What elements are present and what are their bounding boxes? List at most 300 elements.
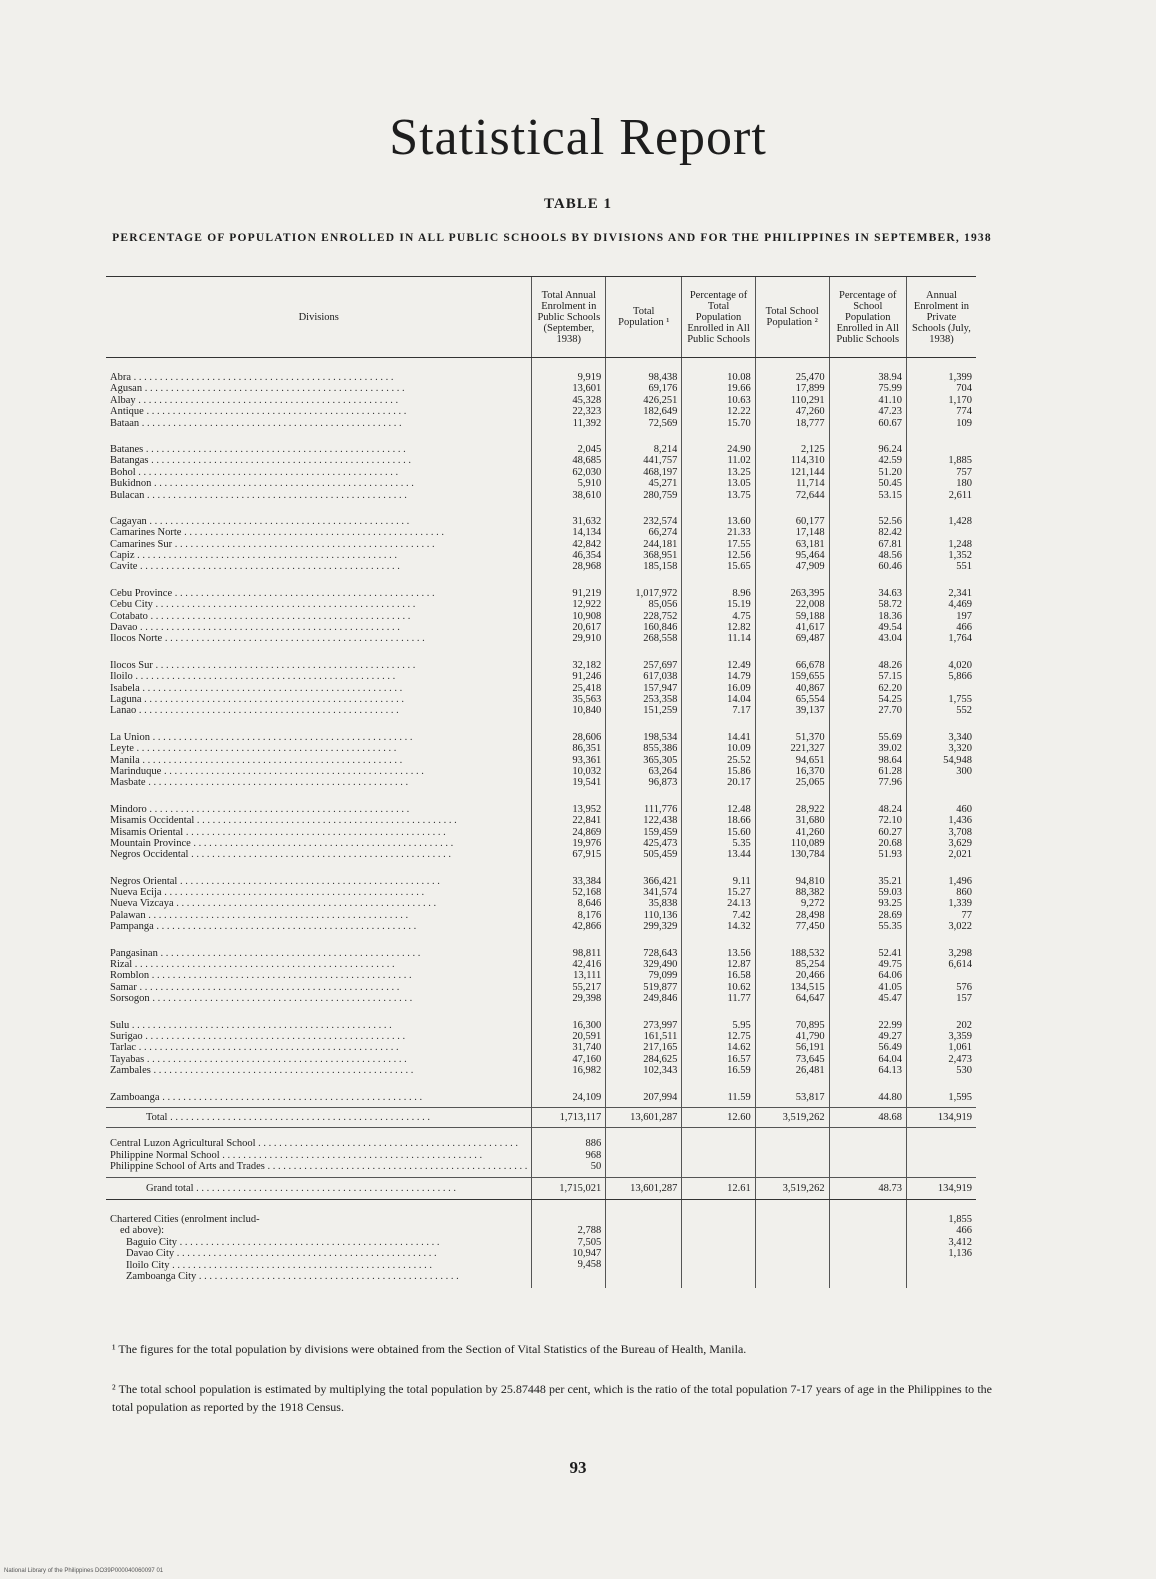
division-name: Tarlac . . . bbox=[110, 1042, 527, 1053]
cell-enrolment: 16,982 bbox=[572, 1065, 602, 1077]
cell-pct-school: 49.27 bbox=[878, 1030, 902, 1042]
cell-pct-population: 13.25 bbox=[727, 466, 751, 478]
cell-pct-school: 38.94 bbox=[878, 372, 902, 383]
cell-private: 77 bbox=[961, 909, 972, 921]
cell-enrolment: 8,646 bbox=[577, 898, 602, 910]
table-caption: PERCENTAGE OF POPULATION ENROLLED IN ALL PUBLIC SCHOOLS BY DIVISIONS AND FOR THE PHILIPPINES IN SEPTEMBER, 1938 bbox=[112, 232, 992, 244]
division-name: Cavite . . . bbox=[110, 561, 527, 572]
cell-population: 299,329 bbox=[643, 921, 678, 933]
city-enrolment: 10,947 bbox=[572, 1248, 602, 1260]
chartered-heading: ed above): bbox=[120, 1225, 165, 1237]
cell-private: 860 bbox=[956, 887, 972, 899]
cell-pct-school: 58.72 bbox=[878, 599, 902, 611]
cell-pct-population: 15.70 bbox=[727, 417, 751, 429]
division-names bbox=[106, 649, 532, 721]
cell-private: 6,614 bbox=[948, 959, 972, 971]
cell-pct-population: 12.49 bbox=[727, 659, 751, 671]
cell-pct-school: 51.20 bbox=[878, 466, 902, 478]
cell-private: 5,866 bbox=[948, 671, 972, 683]
city-enrolment: 9,458 bbox=[577, 1259, 602, 1271]
cell-school-population: 130,784 bbox=[790, 849, 825, 861]
column-private bbox=[906, 937, 976, 1009]
cell-private: 466 bbox=[956, 622, 972, 634]
cell-pct-population: 15.27 bbox=[727, 887, 751, 899]
cell-population: 441,757 bbox=[643, 455, 678, 467]
cell-private: 3,708 bbox=[948, 826, 972, 838]
column-school-population bbox=[755, 793, 829, 865]
cell-private bbox=[911, 970, 972, 981]
division-name: Ilocos Sur . . . bbox=[110, 660, 527, 671]
city-private: 3,412 bbox=[948, 1236, 972, 1248]
division-name: Marinduque . . . bbox=[110, 766, 527, 777]
cell-pct-population: 11.59 bbox=[727, 1091, 751, 1103]
cell-pct-school: 41.05 bbox=[878, 981, 902, 993]
grand-total-pct-school: 48.73 bbox=[829, 1177, 906, 1199]
cell-pct-school: 75.99 bbox=[878, 383, 902, 395]
header-divisions: Divisions bbox=[106, 277, 532, 358]
division-name: Bulacan . . . bbox=[110, 490, 527, 501]
cell-school-population: 77,450 bbox=[795, 921, 825, 933]
institution-enrolments bbox=[532, 1128, 606, 1177]
division-name: Surigao . . . bbox=[110, 1031, 527, 1042]
cell-school-population: 53,817 bbox=[795, 1091, 825, 1103]
cell-school-population: 9,272 bbox=[800, 898, 825, 910]
column-enrolment bbox=[532, 1081, 606, 1108]
cell-population: 151,259 bbox=[643, 705, 678, 717]
column-population bbox=[606, 937, 682, 1009]
cell-population: 284,625 bbox=[643, 1053, 678, 1065]
division-name: Batanes . . . bbox=[110, 444, 527, 455]
cell-private: 1,248 bbox=[948, 538, 972, 550]
total-private: 134,919 bbox=[906, 1107, 976, 1127]
cell-private: 1,755 bbox=[948, 693, 972, 705]
cell-enrolment: 28,606 bbox=[572, 731, 602, 743]
cell-population: 365,305 bbox=[643, 754, 678, 766]
cell-enrolment: 11,392 bbox=[572, 417, 602, 429]
column-private bbox=[906, 865, 976, 937]
cell-private: 2,611 bbox=[948, 489, 972, 501]
cell-population: 207,994 bbox=[643, 1091, 678, 1103]
division-name: Samar . . . bbox=[110, 982, 527, 993]
city-name: Zamboanga City . . . bbox=[110, 1271, 527, 1282]
cell-population: 232,574 bbox=[643, 515, 678, 527]
cell-pct-school: 57.15 bbox=[878, 671, 902, 683]
column-school-population bbox=[755, 1009, 829, 1081]
cell-private: 551 bbox=[956, 561, 972, 573]
column-school-population bbox=[755, 433, 829, 505]
column-school-population bbox=[755, 721, 829, 793]
cell-enrolment: 91,246 bbox=[572, 671, 602, 683]
cell-population: 185,158 bbox=[643, 561, 678, 573]
cell-pct-population: 14.62 bbox=[727, 1042, 751, 1054]
cell-enrolment: 19,541 bbox=[572, 777, 602, 789]
column-enrolment bbox=[532, 865, 606, 937]
cell-population: 8,214 bbox=[653, 443, 678, 455]
cell-private: 2,021 bbox=[948, 849, 972, 861]
cell-enrolment: 55,217 bbox=[572, 981, 602, 993]
cell-pct-population: 7.42 bbox=[732, 909, 751, 921]
cell-pct-population: 8.96 bbox=[732, 587, 751, 599]
division-name: Camarines Sur . . . bbox=[110, 539, 527, 550]
cell-population: 228,752 bbox=[643, 610, 678, 622]
cell-population: 855,386 bbox=[643, 743, 678, 755]
division-name: Ilocos Norte . . . bbox=[110, 633, 527, 644]
cell-pct-school: 55.69 bbox=[878, 731, 902, 743]
division-name: Capiz . . . bbox=[110, 550, 527, 561]
city-enrolments bbox=[532, 1199, 606, 1288]
column-population bbox=[606, 721, 682, 793]
column-pct-population bbox=[682, 1081, 755, 1108]
cell-school-population: 28,922 bbox=[795, 803, 825, 815]
cell-pct-population: 16.57 bbox=[727, 1053, 751, 1065]
division-name: Antique . . . bbox=[110, 406, 527, 417]
cell-pct-school: 52.56 bbox=[878, 515, 902, 527]
column-pct-school bbox=[829, 433, 906, 505]
column-pct-population bbox=[682, 649, 755, 721]
column-enrolment bbox=[532, 577, 606, 649]
column-private bbox=[906, 649, 976, 721]
header-private: Annual Enrolment in Private Schools (July, 1938) bbox=[906, 277, 976, 358]
city-private: 466 bbox=[956, 1225, 972, 1237]
cell-pct-school: 48.56 bbox=[878, 550, 902, 562]
cell-school-population: 41,260 bbox=[795, 826, 825, 838]
cell-pct-school: 44.80 bbox=[878, 1091, 902, 1103]
cell-population: 85,056 bbox=[648, 599, 678, 611]
cell-private: 757 bbox=[956, 466, 972, 478]
cell-population: 468,197 bbox=[643, 466, 678, 478]
division-name: Abra . . . bbox=[110, 372, 527, 383]
division-names bbox=[106, 505, 532, 577]
division-name: Bohol . . . bbox=[110, 467, 527, 478]
cell-private: 300 bbox=[956, 765, 972, 777]
cell-pct-population: 10.62 bbox=[727, 981, 751, 993]
division-name: Manila . . . bbox=[110, 755, 527, 766]
column-private bbox=[906, 505, 976, 577]
cell-enrolment: 47,160 bbox=[572, 1053, 602, 1065]
total-pct-population: 12.60 bbox=[682, 1107, 755, 1127]
cell-pct-school: 20.68 bbox=[878, 837, 902, 849]
cell-pct-school: 54.25 bbox=[878, 693, 902, 705]
cell-population: 72,569 bbox=[648, 417, 678, 429]
division-names bbox=[106, 358, 532, 433]
cell-population: 273,997 bbox=[643, 1019, 678, 1031]
column-population bbox=[606, 793, 682, 865]
cell-enrolment: 32,182 bbox=[572, 659, 602, 671]
column-enrolment bbox=[532, 505, 606, 577]
column-enrolment bbox=[532, 793, 606, 865]
division-name: La Union . . . bbox=[110, 732, 527, 743]
cell-population: 366,421 bbox=[643, 875, 678, 887]
cell-pct-population: 12.56 bbox=[727, 550, 751, 562]
cell-pct-school: 22.99 bbox=[878, 1019, 902, 1031]
cell-population: 425,473 bbox=[643, 837, 678, 849]
cell-population: 268,558 bbox=[643, 633, 678, 645]
cell-private: 3,022 bbox=[948, 921, 972, 933]
cell-pct-school: 59.03 bbox=[878, 887, 902, 899]
total-row bbox=[106, 1107, 976, 1127]
cell-private: 54,948 bbox=[943, 754, 972, 766]
cell-school-population: 47,909 bbox=[795, 561, 825, 573]
cell-pct-population: 13.56 bbox=[727, 947, 751, 959]
cell-pct-population: 15.19 bbox=[727, 599, 751, 611]
city-name: Davao City . . . bbox=[110, 1248, 527, 1259]
cell-private: 1,399 bbox=[948, 372, 972, 383]
cell-school-population: 56,191 bbox=[795, 1042, 825, 1054]
cell-school-population: 47,260 bbox=[795, 406, 825, 418]
cell-pct-school: 96.24 bbox=[878, 443, 902, 455]
cell-school-population: 31,680 bbox=[795, 815, 825, 827]
division-names bbox=[106, 433, 532, 505]
header-school-population: Total School Population ² bbox=[755, 277, 829, 358]
cell-enrolment: 29,910 bbox=[572, 633, 602, 645]
page-number: 93 bbox=[569, 1458, 587, 1477]
division-name: Lanao . . . bbox=[110, 705, 527, 716]
grand-total-row bbox=[106, 1177, 976, 1199]
column-pct-population bbox=[682, 1009, 755, 1081]
cell-pct-population: 12.75 bbox=[727, 1030, 751, 1042]
cell-pct-population: 13.60 bbox=[727, 515, 751, 527]
cell-enrolment: 16,300 bbox=[572, 1019, 602, 1031]
cell-enrolment: 42,842 bbox=[572, 538, 602, 550]
division-group bbox=[106, 577, 976, 649]
cell-population: 728,643 bbox=[643, 947, 678, 959]
cell-pct-population: 24.13 bbox=[727, 898, 751, 910]
cell-enrolment: 2,045 bbox=[577, 443, 602, 455]
column-pct-population bbox=[682, 433, 755, 505]
cell-enrolment: 10,908 bbox=[572, 610, 602, 622]
cell-school-population: 70,895 bbox=[795, 1019, 825, 1031]
cell-pct-school: 48.24 bbox=[878, 803, 902, 815]
cell-pct-population: 16.09 bbox=[727, 682, 751, 694]
division-name: Nueva Ecija . . . bbox=[110, 887, 527, 898]
column-enrolment bbox=[532, 937, 606, 1009]
division-name: Cagayan . . . bbox=[110, 516, 527, 527]
cell-private: 1,885 bbox=[948, 455, 972, 467]
cell-pct-population: 18.66 bbox=[727, 815, 751, 827]
cell-private bbox=[911, 777, 972, 788]
column-pct-population bbox=[682, 865, 755, 937]
grand-total-school-population: 3,519,262 bbox=[755, 1177, 829, 1199]
cell-school-population: 28,498 bbox=[795, 909, 825, 921]
cell-private: 2,341 bbox=[948, 587, 972, 599]
cell-pct-school: 77.96 bbox=[878, 777, 902, 789]
cell-private: 109 bbox=[956, 417, 972, 429]
grand-total-pct-population: 12.61 bbox=[682, 1177, 755, 1199]
cell-school-population: 20,466 bbox=[795, 970, 825, 982]
cell-pct-population: 11.77 bbox=[727, 993, 751, 1005]
division-group bbox=[106, 721, 976, 793]
header-population: Total Population ¹ bbox=[606, 277, 682, 358]
cell-enrolment: 33,384 bbox=[572, 875, 602, 887]
footnote-1: ¹ The figures for the total population by divisions were obtained from the Section of Vital Statistics of the Bureau of Health, Manila. bbox=[112, 1342, 747, 1356]
cell-pct-school: 64.04 bbox=[878, 1053, 902, 1065]
cell-private: 704 bbox=[956, 383, 972, 395]
cell-population: 519,877 bbox=[643, 981, 678, 993]
cell-school-population: 263,395 bbox=[790, 587, 825, 599]
cell-private: 3,320 bbox=[948, 743, 972, 755]
grand-total-label: Grand total . . . bbox=[106, 1177, 532, 1199]
cell-private: 197 bbox=[956, 610, 972, 622]
cell-school-population: 110,089 bbox=[790, 837, 825, 849]
cell-pct-school: 72.10 bbox=[878, 815, 902, 827]
cell-pct-population: 11.02 bbox=[727, 455, 751, 467]
cell-enrolment: 28,968 bbox=[572, 561, 602, 573]
cell-enrolment: 14,134 bbox=[572, 527, 602, 539]
total-population: 13,601,287 bbox=[606, 1107, 682, 1127]
cell-pct-school: 61.28 bbox=[878, 765, 902, 777]
grand-total-private: 134,919 bbox=[906, 1177, 976, 1199]
cell-enrolment: 62,030 bbox=[572, 466, 602, 478]
cell-enrolment: 5,910 bbox=[577, 478, 602, 490]
cell-pct-population: 25.52 bbox=[727, 754, 751, 766]
column-population bbox=[606, 1081, 682, 1108]
cell-population: 253,358 bbox=[643, 693, 678, 705]
column-pct-school bbox=[829, 793, 906, 865]
cell-pct-population: 19.66 bbox=[727, 383, 751, 395]
institution-names bbox=[106, 1128, 532, 1177]
division-names bbox=[106, 793, 532, 865]
cell-private: 4,469 bbox=[948, 599, 972, 611]
cell-pct-population: 13.75 bbox=[727, 489, 751, 501]
division-name: Masbate . . . bbox=[110, 777, 527, 788]
division-name: Pangasinan . . . bbox=[110, 948, 527, 959]
cell-pct-population: 10.63 bbox=[727, 394, 751, 406]
cell-private: 1,170 bbox=[948, 394, 972, 406]
cell-population: 96,873 bbox=[648, 777, 678, 789]
cell-private: 2,473 bbox=[948, 1053, 972, 1065]
division-name: Negros Occidental . . . bbox=[110, 849, 527, 860]
column-pct-population bbox=[682, 937, 755, 1009]
division-names bbox=[106, 721, 532, 793]
cell-pct-school: 27.70 bbox=[878, 705, 902, 717]
cell-private: 202 bbox=[956, 1019, 972, 1031]
cell-enrolment: 42,416 bbox=[572, 959, 602, 971]
cell-enrolment: 12,922 bbox=[572, 599, 602, 611]
division-name: Sorsogon . . . bbox=[110, 993, 527, 1004]
cell-school-population: 221,327 bbox=[790, 743, 825, 755]
column-private bbox=[906, 433, 976, 505]
division-name: Cebu Province . . . bbox=[110, 588, 527, 599]
cell-enrolment: 91,219 bbox=[572, 587, 602, 599]
cell-school-population: 65,554 bbox=[795, 693, 825, 705]
cell-enrolment: 20,617 bbox=[572, 622, 602, 634]
cell-school-population: 11,714 bbox=[796, 478, 825, 490]
cell-private: 1,496 bbox=[948, 875, 972, 887]
column-pct-school bbox=[829, 649, 906, 721]
cell-private: 3,359 bbox=[948, 1030, 972, 1042]
cell-private: 3,298 bbox=[948, 947, 972, 959]
cell-school-population: 16,370 bbox=[795, 765, 825, 777]
cell-school-population: 114,310 bbox=[790, 455, 825, 467]
division-group bbox=[106, 937, 976, 1009]
cell-pct-population: 24.90 bbox=[727, 443, 751, 455]
cell-private: 157 bbox=[956, 993, 972, 1005]
cell-enrolment: 19,976 bbox=[572, 837, 602, 849]
cell-school-population: 40,867 bbox=[795, 682, 825, 694]
cell-pct-population: 4.75 bbox=[732, 610, 751, 622]
header-enrolment: Total Annual Enrolment in Public Schools (September, 1938) bbox=[532, 277, 606, 358]
cell-pct-population: 21.33 bbox=[727, 527, 751, 539]
division-name: Zambales . . . bbox=[110, 1065, 527, 1076]
cell-population: 122,438 bbox=[643, 815, 678, 827]
cell-pct-population: 12.48 bbox=[727, 803, 751, 815]
cell-pct-school: 35.21 bbox=[878, 875, 902, 887]
column-school-population bbox=[755, 937, 829, 1009]
cell-pct-school: 93.25 bbox=[878, 898, 902, 910]
cell-population: 63,264 bbox=[648, 765, 678, 777]
city-name: Baguio City . . . bbox=[110, 1237, 527, 1248]
column-population bbox=[606, 1009, 682, 1081]
column-population bbox=[606, 577, 682, 649]
divisions-body bbox=[106, 358, 976, 1108]
cell-pct-population: 13.44 bbox=[727, 849, 751, 861]
cell-pct-school: 64.13 bbox=[878, 1065, 902, 1077]
column-population bbox=[606, 649, 682, 721]
cell-enrolment: 13,952 bbox=[572, 803, 602, 815]
division-name: Cotabato . . . bbox=[110, 611, 527, 622]
cell-pct-school: 41.10 bbox=[878, 394, 902, 406]
cell-pct-population: 12.22 bbox=[727, 406, 751, 418]
division-name: Rizal . . . bbox=[110, 959, 527, 970]
column-private bbox=[906, 577, 976, 649]
cell-population: 160,846 bbox=[643, 622, 678, 634]
column-enrolment bbox=[532, 433, 606, 505]
cell-enrolment: 13,601 bbox=[572, 383, 602, 395]
cell-enrolment: 22,323 bbox=[572, 406, 602, 418]
cell-enrolment: 8,176 bbox=[577, 909, 602, 921]
column-private bbox=[906, 793, 976, 865]
cell-school-population: 59,188 bbox=[795, 610, 825, 622]
cell-private: 1,595 bbox=[948, 1091, 972, 1103]
column-pct-school bbox=[829, 505, 906, 577]
cell-population: 110,136 bbox=[643, 909, 678, 921]
cell-pct-school: 56.49 bbox=[878, 1042, 902, 1054]
cell-enrolment: 46,354 bbox=[572, 550, 602, 562]
division-name: Iloilo . . . bbox=[110, 671, 527, 682]
cell-school-population: 17,899 bbox=[795, 383, 825, 395]
cell-school-population: 39,137 bbox=[795, 705, 825, 717]
column-pct-population bbox=[682, 793, 755, 865]
cell-pct-school: 51.93 bbox=[878, 849, 902, 861]
footnote-2: ² The total school population is estimated by multiplying the total population by 25.87448 per cent, which is the ratio of the total population 7-17 years of age in the Philippines to the total population as reported by the 1918 Census. bbox=[112, 1382, 992, 1414]
cell-population: 98,438 bbox=[648, 372, 678, 383]
cell-private: 180 bbox=[956, 478, 972, 490]
division-group bbox=[106, 505, 976, 577]
cell-enrolment: 48,685 bbox=[572, 455, 602, 467]
cell-population: 182,649 bbox=[643, 406, 678, 418]
column-enrolment bbox=[532, 358, 606, 433]
cell-pct-population: 9.11 bbox=[732, 875, 751, 887]
column-enrolment bbox=[532, 649, 606, 721]
cell-private: 530 bbox=[956, 1065, 972, 1077]
cell-pct-school: 18.36 bbox=[878, 610, 902, 622]
cell-population: 161,511 bbox=[643, 1030, 678, 1042]
division-name: Tayabas . . . bbox=[110, 1054, 527, 1065]
division-name: Batangas . . . bbox=[110, 455, 527, 466]
cell-population: 66,274 bbox=[648, 527, 678, 539]
cell-pct-school: 49.75 bbox=[878, 959, 902, 971]
cell-private: 3,340 bbox=[948, 731, 972, 743]
cell-pct-population: 10.08 bbox=[727, 372, 751, 383]
cell-enrolment: 20,591 bbox=[572, 1030, 602, 1042]
cell-population: 249,846 bbox=[643, 993, 678, 1005]
division-name: Laguna . . . bbox=[110, 694, 527, 705]
division-names bbox=[106, 1009, 532, 1081]
column-school-population bbox=[755, 577, 829, 649]
cell-enrolment: 52,168 bbox=[572, 887, 602, 899]
chartered-cities-row bbox=[106, 1199, 976, 1288]
cell-school-population: 51,370 bbox=[795, 731, 825, 743]
